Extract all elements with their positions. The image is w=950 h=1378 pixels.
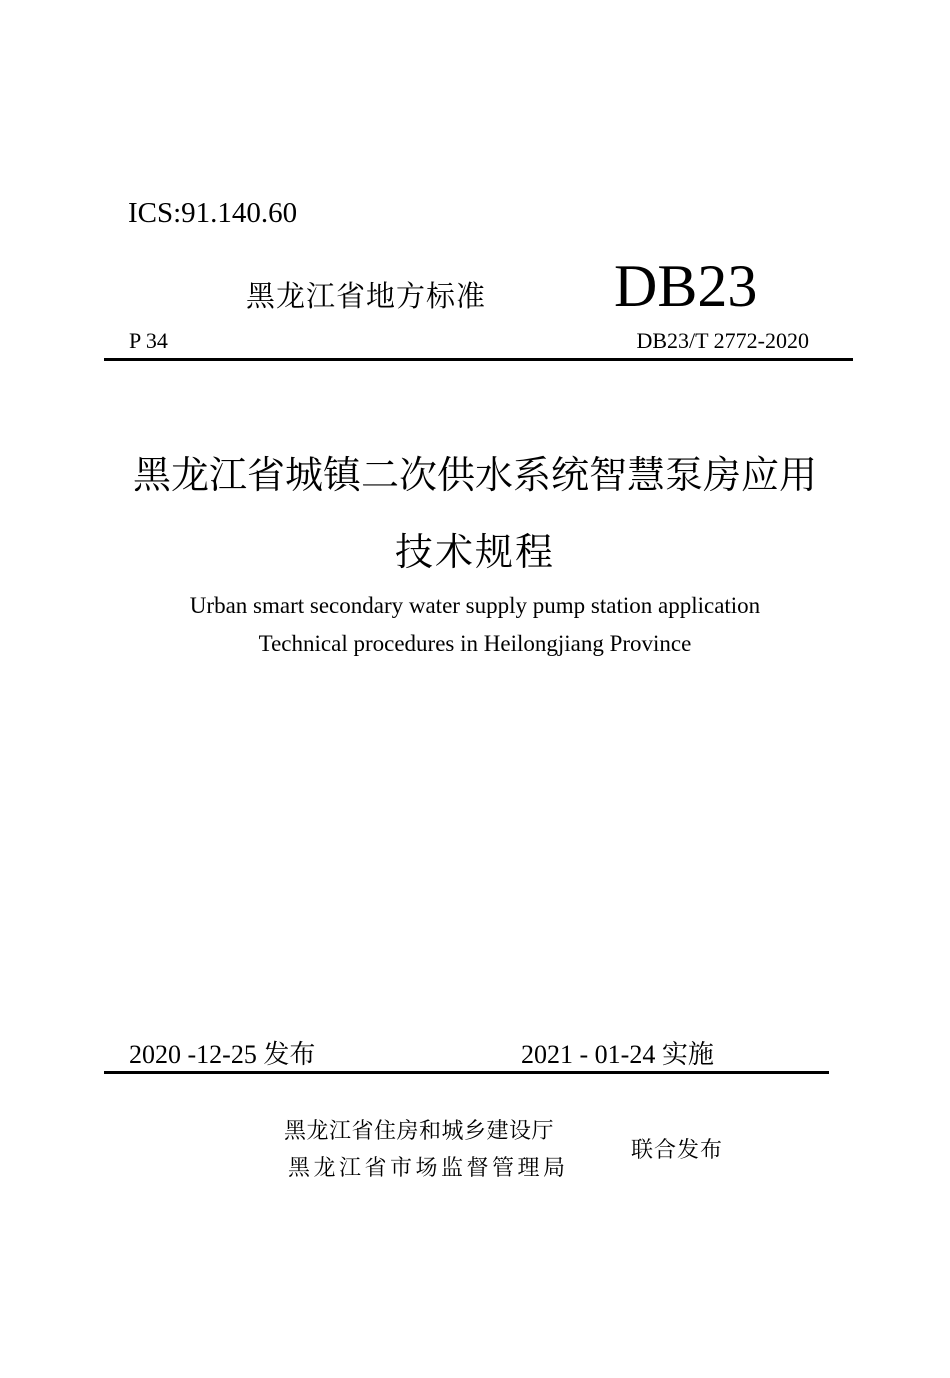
issue-date: 2020 -12-25 发布	[129, 1040, 316, 1069]
top-divider	[104, 358, 853, 361]
title-zh-line-1: 黑龙江省城镇二次供水系统智慧泵房应用	[132, 453, 817, 497]
implementation-date: 2021 - 01-24 实施	[521, 1040, 714, 1069]
ccs-code: P 34	[129, 328, 168, 353]
issuer-market-regulation-bureau: 黑龙江省市场监督管理局	[288, 1156, 569, 1181]
standard-type-label: 黑龙江省地方标准	[246, 279, 487, 313]
ics-code: ICS:91.140.60	[128, 197, 298, 229]
title-en-line-1: Urban smart secondary water supply pump station application	[189, 593, 761, 618]
issuer-housing-department: 黑龙江省住房和城乡建设厅	[284, 1119, 555, 1144]
title-zh-line-2: 技术规程	[394, 530, 555, 574]
bottom-divider	[104, 1071, 829, 1074]
title-en-line-2: Technical procedures in Heilongjiang Province	[258, 631, 692, 656]
joint-issue-label: 联合发布	[631, 1138, 724, 1163]
db-code-mark: DB23	[614, 253, 758, 319]
standard-number: DB23/T 2772-2020	[636, 328, 809, 353]
